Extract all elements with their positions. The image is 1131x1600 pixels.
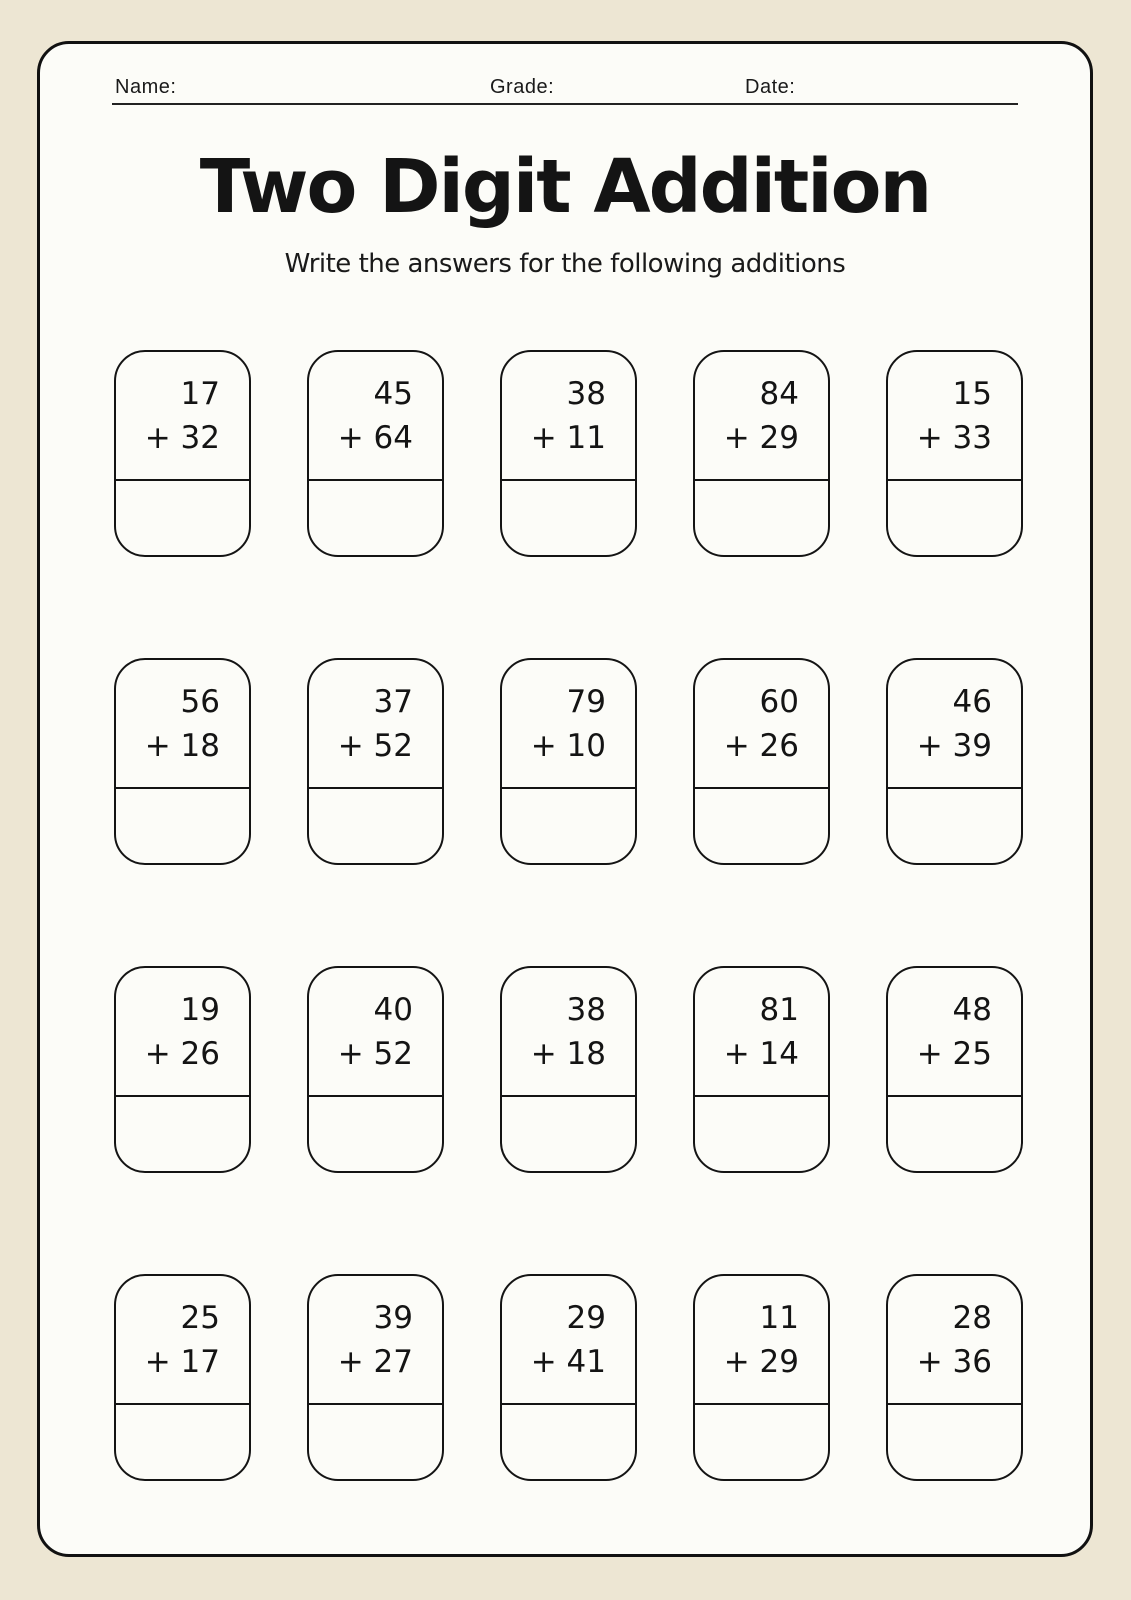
operand-top: 81	[759, 991, 799, 1028]
problem-operands	[888, 660, 1021, 789]
problem-card-14	[693, 966, 830, 1173]
operand-top: 37	[373, 683, 413, 720]
problem-operands	[695, 1276, 828, 1405]
problems-grid	[114, 350, 1023, 1481]
answer-box[interactable]	[695, 1097, 828, 1171]
operand-bottom: + 29	[723, 419, 799, 456]
operand-bottom: + 14	[723, 1035, 799, 1072]
operand-top: 19	[180, 991, 220, 1028]
problem-operands	[888, 1276, 1021, 1405]
answer-box[interactable]	[695, 1405, 828, 1479]
operand-top: 11	[759, 1299, 799, 1336]
answer-box[interactable]	[309, 481, 442, 555]
answer-box[interactable]	[888, 789, 1021, 863]
header-underline[interactable]	[112, 103, 1018, 105]
operand-top: 29	[566, 1299, 606, 1336]
problem-operands	[309, 352, 442, 481]
answer-box[interactable]	[309, 789, 442, 863]
operand-bottom: + 18	[144, 727, 220, 764]
operand-bottom: + 11	[530, 419, 606, 456]
operand-bottom: + 39	[916, 727, 992, 764]
page-subtitle: Write the answers for the following additions	[284, 249, 846, 279]
problem-card-13	[500, 966, 637, 1173]
problem-operands	[116, 1276, 249, 1405]
answer-box[interactable]	[116, 1405, 249, 1479]
problem-card-9	[693, 658, 830, 865]
problem-card-1	[114, 350, 251, 557]
name-label: Name:	[115, 76, 177, 98]
problem-operands	[502, 352, 635, 481]
problem-operands	[309, 968, 442, 1097]
problem-card-16	[114, 1274, 251, 1481]
problem-operands	[888, 352, 1021, 481]
problem-card-11	[114, 966, 251, 1173]
operand-top: 39	[373, 1299, 413, 1336]
problem-card-17	[307, 1274, 444, 1481]
operand-bottom: + 26	[723, 727, 799, 764]
problem-operands	[309, 1276, 442, 1405]
operand-top: 84	[759, 375, 799, 412]
problem-operands	[695, 660, 828, 789]
problem-operands	[116, 660, 249, 789]
operand-top: 17	[180, 375, 220, 412]
problem-operands	[695, 352, 828, 481]
problem-card-4	[693, 350, 830, 557]
operand-bottom: + 25	[916, 1035, 992, 1072]
problem-operands	[888, 968, 1021, 1097]
operand-bottom: + 26	[144, 1035, 220, 1072]
answer-box[interactable]	[116, 1097, 249, 1171]
answer-box[interactable]	[888, 481, 1021, 555]
problem-card-5	[886, 350, 1023, 557]
answer-box[interactable]	[502, 789, 635, 863]
answer-box[interactable]	[888, 1097, 1021, 1171]
grade-label: Grade:	[490, 76, 555, 98]
answer-box[interactable]	[116, 789, 249, 863]
answer-box[interactable]	[309, 1097, 442, 1171]
operand-bottom: + 33	[916, 419, 992, 456]
operand-bottom: + 18	[530, 1035, 606, 1072]
operand-top: 38	[566, 991, 606, 1028]
problem-card-19	[693, 1274, 830, 1481]
operand-bottom: + 32	[144, 419, 220, 456]
date-label: Date:	[745, 76, 796, 98]
problem-card-12	[307, 966, 444, 1173]
problem-card-18	[500, 1274, 637, 1481]
answer-box[interactable]	[309, 1405, 442, 1479]
operand-bottom: + 10	[530, 727, 606, 764]
answer-box[interactable]	[116, 481, 249, 555]
problem-operands	[309, 660, 442, 789]
operand-top: 38	[566, 375, 606, 412]
operand-top: 79	[566, 683, 606, 720]
operand-top: 48	[952, 991, 992, 1028]
problem-card-8	[500, 658, 637, 865]
problem-card-7	[307, 658, 444, 865]
problem-card-3	[500, 350, 637, 557]
problem-card-6	[114, 658, 251, 865]
operand-top: 45	[373, 375, 413, 412]
page-title: Two Digit Addition	[199, 144, 931, 230]
worksheet-page	[37, 41, 1093, 1557]
operand-top: 28	[952, 1299, 992, 1336]
problem-card-15	[886, 966, 1023, 1173]
problem-operands	[502, 968, 635, 1097]
answer-box[interactable]	[502, 481, 635, 555]
operand-bottom: + 29	[723, 1343, 799, 1380]
answer-box[interactable]	[695, 481, 828, 555]
operand-bottom: + 36	[916, 1343, 992, 1380]
problem-operands	[695, 968, 828, 1097]
operand-bottom: + 27	[337, 1343, 413, 1380]
answer-box[interactable]	[502, 1097, 635, 1171]
problem-card-20	[886, 1274, 1023, 1481]
operand-bottom: + 52	[337, 1035, 413, 1072]
problem-operands	[116, 352, 249, 481]
problem-operands	[116, 968, 249, 1097]
operand-bottom: + 17	[144, 1343, 220, 1380]
operand-bottom: + 52	[337, 727, 413, 764]
operand-top: 25	[180, 1299, 220, 1336]
answer-box[interactable]	[502, 1405, 635, 1479]
operand-top: 60	[759, 683, 799, 720]
problem-operands	[502, 1276, 635, 1405]
problem-operands	[502, 660, 635, 789]
operand-top: 56	[180, 683, 220, 720]
problem-card-10	[886, 658, 1023, 865]
operand-top: 15	[952, 375, 992, 412]
answer-box[interactable]	[695, 789, 828, 863]
operand-bottom: + 64	[337, 419, 413, 456]
operand-top: 46	[952, 683, 992, 720]
problem-card-2	[307, 350, 444, 557]
operand-top: 40	[373, 991, 413, 1028]
operand-bottom: + 41	[530, 1343, 606, 1380]
answer-box[interactable]	[888, 1405, 1021, 1479]
